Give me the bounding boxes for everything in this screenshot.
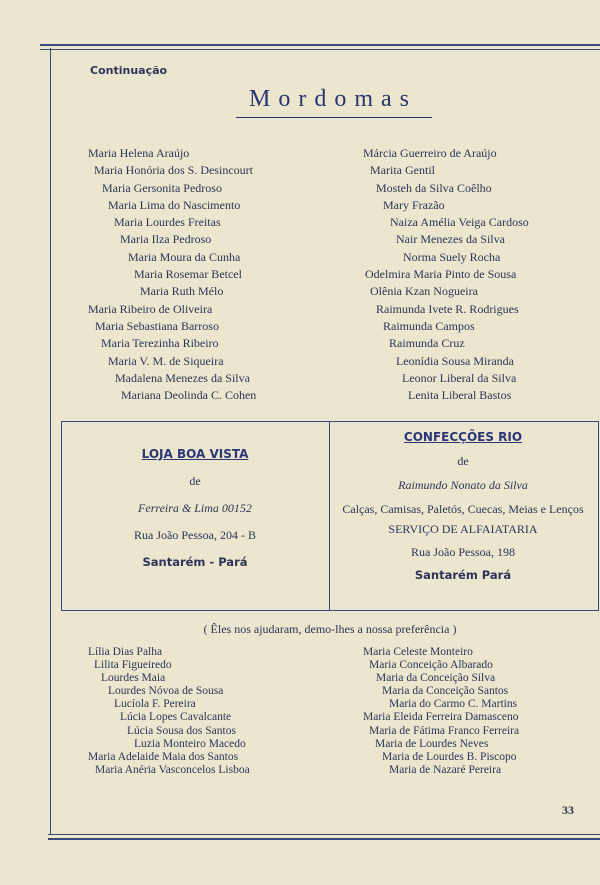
list-item: Lúcia Sousa dos Santos [127,724,236,737]
list-item: Mariana Deolinda C. Cohen [121,388,257,403]
list-item: Marita Gentil [370,163,435,178]
list-item: Maria Ribeiro de Oliveira [88,301,213,316]
ad-goods: Calças, Camisas, Paletós, Cuecas, Meias e Lenços [342,502,584,516]
ad-service: SERVIÇO DE ALFAIATARIA [388,522,538,536]
ad-de: de [189,474,201,488]
list-item: Maria Gersonita Pedroso [102,180,222,195]
list-item: Maria de Nazaré Pereira [389,763,502,776]
list-item: Maria de Fátima Franco Ferreira [369,724,520,737]
list-item: Márcia Guerreiro de Araújo [363,146,497,160]
list-item: Maria Eleida Ferreira Damasceno [363,711,519,724]
ad-city: Santarém - Pará [142,555,248,569]
list-item: Lília Dias Palha [88,646,163,658]
list-item: Lenita Liberal Bastos [408,388,512,403]
top-rule [40,44,600,50]
list-item: Maria Conceição Albarado [369,659,493,672]
list-item: Mosteh da Silva Coêlho [376,180,492,195]
page-number: 33 [562,803,574,817]
list-item: Maria de Lourdes Neves [375,737,489,750]
list-item: Maria da Conceição Silva [376,672,496,685]
list-item: Maria V. M. de Siqueira [108,353,224,368]
ad-store-name: LOJA BOA VISTA [141,447,249,461]
mordomas-right-column [363,145,529,404]
ad-owner: Raimundo Nonato da Silva [398,478,528,492]
list2-left-column [88,646,250,777]
title-underline [236,117,432,118]
ad-owner: Ferreira & Lima 00152 [138,501,252,515]
list-item: Maria Lima do Nascimento [108,197,241,212]
preference-note: ( Êles nos ajudaram, demo-lhes a nossa preferência ) [203,622,457,636]
list-item: Maria Adelaide Maia dos Santos [88,750,239,763]
list-item: Maria Helena Araújo [88,146,190,160]
list-item: Lourdes Nóvoa de Sousa [108,685,224,698]
list-item: Norma Suely Rocha [403,249,501,264]
mordomas-left-column [88,145,256,404]
list-item: Lúcia Lopes Cavalcante [120,711,232,724]
bottom-rule [48,834,600,840]
list-item: Raimunda Campos [383,318,475,333]
list2-right-column [363,646,519,777]
list-item: Maria de Lourdes B. Piscopo [382,750,517,763]
list-item: Maria Ilza Pedroso [120,232,212,247]
continuation-label: Continuação [90,64,168,77]
list-item: Madalena Menezes da Silva [115,370,250,385]
list-item: Maria Terezinha Ribeiro [101,336,219,351]
list-item: Maria Honória dos S. Desincourt [94,163,253,178]
list-item: Olênia Kzan Nogueira [370,284,478,299]
list-item: Odelmira Maria Pinto de Sousa [365,267,517,282]
ad-store-name: CONFECÇÕES RIO [403,430,523,444]
ad-address: Rua João Pessoa, 204 - B [134,528,256,542]
list-item: Maria Sebastiana Barroso [95,318,219,333]
list-item: Mary Frazão [383,197,445,212]
ad-de: de [457,454,469,468]
list-item: Leonor Liberal da Silva [402,370,517,385]
ad-city: Santarém Pará [414,568,512,582]
list-item: Nair Menezes da Silva [396,232,505,247]
list-item: Lucíola F. Pereira [114,698,196,711]
list-item: Maria Lourdes Freitas [114,215,221,230]
list-item: Maria Ruth Mélo [140,284,224,299]
list-item: Maria do Carmo C. Martins [389,698,518,711]
page-title: Mordomas [249,86,417,112]
list-item: Maria Rosemar Betcel [134,267,242,282]
list-item: Lourdes Maia [101,672,166,685]
list-item: Raimunda Cruz [389,336,465,351]
list-item: Raimunda Ivete R. Rodrigues [376,301,519,316]
list-item: Maria da Conceição Santos [382,685,509,698]
ad-confeccoes-rio [330,430,596,582]
list-item: Lilita Figueiredo [94,659,172,672]
list-item: Leonídia Sousa Miranda [396,353,514,368]
list-item: Maria Moura da Cunha [128,249,241,264]
list-item: Naiza Amélia Veiga Cardoso [390,215,529,230]
list-item: Maria Celeste Monteiro [363,646,473,658]
ad-address: Rua João Pessoa, 198 [411,545,515,559]
left-margin-rule [50,48,51,834]
list-item: Maria Anéria Vasconcelos Lisboa [95,763,250,776]
list-item: Luzia Monteiro Macedo [134,737,246,750]
ad-loja-boa-vista [62,447,328,569]
